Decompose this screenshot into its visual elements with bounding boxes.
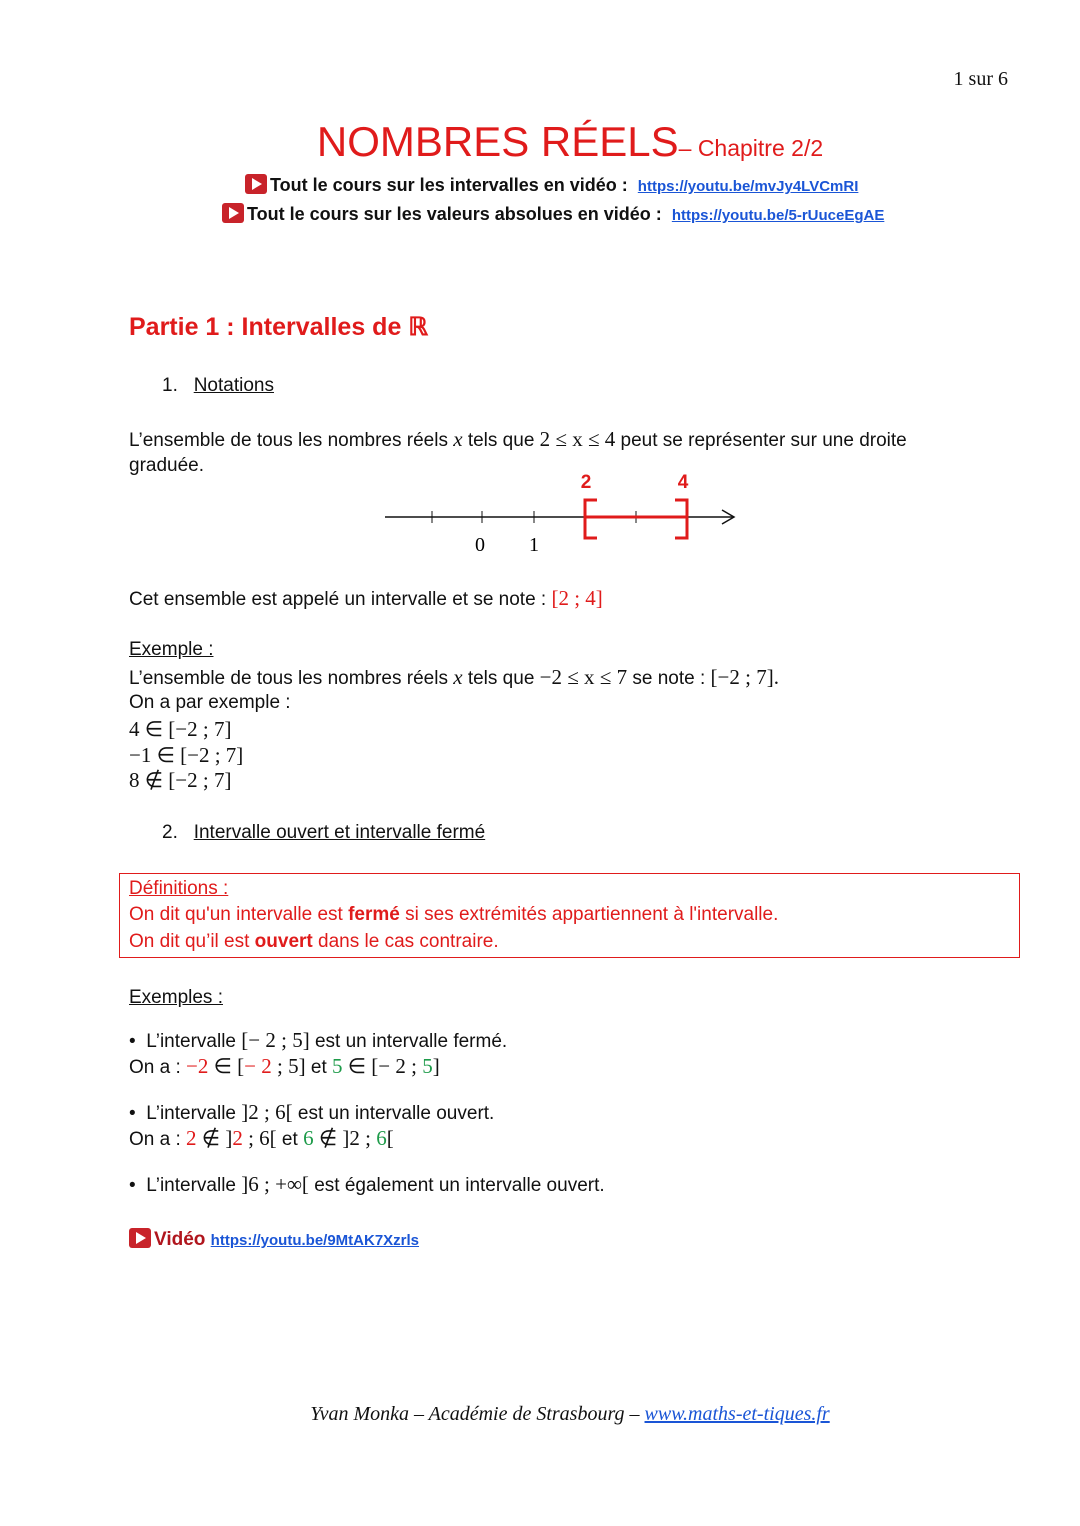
intro-line: graduée. [129,455,205,476]
text: tels que [462,668,540,689]
video-link-line [129,1228,419,1251]
math: ∈ [ [208,1054,245,1078]
bullet-item [129,1100,494,1125]
example-item: 4 ∈ [−2 ; 7] [129,717,232,741]
text: L’ensemble de tous les nombres réels [129,668,454,689]
video-link-label: Tout le cours sur les valeurs absolues en vidéo : [247,204,662,224]
bullet-icon: • [129,1031,147,1052]
example-item: −1 ∈ [−2 ; 7] [129,743,244,767]
youtube-play-icon [222,203,244,223]
math: ]6 ; +∞[ [241,1172,309,1196]
math: 2 [232,1126,243,1150]
bullet-item [129,1172,605,1197]
video-link-line [222,203,884,225]
term: fermé [348,904,400,925]
text: Cet ensemble est appelé un intervalle et se note : [129,589,552,610]
intro-line [129,427,907,452]
bullet-item [129,1028,507,1053]
math: [−2 ; 7]. [710,665,779,689]
youtube-play-icon [245,174,267,194]
video-link-line [245,174,858,196]
text: L’intervalle [146,1103,242,1124]
text: se note : [627,668,711,689]
section-number: 1. [162,375,178,396]
video-link[interactable]: https://youtu.be/5-rUuceEgAE [671,207,885,224]
math: ∉ ]2 ; [313,1126,377,1150]
section-heading [162,375,274,397]
math: 6 [303,1126,314,1150]
section-heading [162,822,485,844]
math: 2 ≤ x ≤ 4 [539,427,616,451]
right-bracket [675,500,687,538]
tick-label: 1 [529,534,539,556]
example-line: On a par exemple : [129,692,291,713]
text: L’ensemble de tous les nombres réels [129,430,454,451]
math: [− 2 ; 5] [241,1028,310,1052]
bullet-icon: • [129,1103,147,1124]
section-title: Notations [193,375,274,396]
math: ; 5] [271,1054,306,1078]
youtube-play-icon [129,1228,151,1248]
part-heading: Partie 1 : Intervalles de ℝ [129,313,429,341]
text: L’intervalle [146,1175,242,1196]
text: dans le cas contraire. [312,931,499,952]
section-number: 2. [162,822,178,843]
notation-line [129,586,603,611]
text: On a : [129,1057,187,1078]
interval: [2 ; 4] [551,586,603,610]
definitions-heading: Définitions : [129,878,229,899]
math: x [453,427,463,451]
example-line [129,1126,394,1151]
video-label: Vidéo [154,1229,206,1250]
math: ] [432,1054,440,1078]
example-line [129,1054,440,1079]
bracket-label: 4 [677,472,689,493]
section-title: Intervalle ouvert et intervalle fermé [193,822,486,843]
text: est également un intervalle ouvert. [308,1175,605,1196]
video-link[interactable]: https://youtu.be/9MtAK7Xzrls [210,1232,420,1249]
text: est un intervalle fermé. [309,1031,508,1052]
text: et [276,1129,304,1150]
text: peut se représenter sur une droite [615,430,907,451]
text: L’intervalle [146,1031,242,1052]
math: ∈ [− 2 ; [342,1054,423,1078]
footer-text: Yvan Monka – Académie de Strasbourg – [310,1403,645,1425]
title-sub: – Chapitre 2/2 [678,135,824,161]
math: x [453,665,463,689]
math: −2 [186,1054,209,1078]
text: si ses extrémités appartiennent à l'intervalle. [399,904,779,925]
definition-line [129,904,778,926]
footer-link[interactable]: www.maths-et-tiques.fr [644,1403,830,1425]
example-heading: Exemple : [129,639,214,660]
tick-label: 0 [475,534,485,556]
text: tels que [462,430,540,451]
example-item: 8 ∉ [−2 ; 7] [129,768,232,792]
bracket-label: 2 [580,472,592,493]
bullet-icon: • [129,1175,147,1196]
examples-heading: Exemples : [129,987,223,1008]
math: [ [386,1126,394,1150]
math: ; 6[ [242,1126,277,1150]
left-bracket [585,500,597,538]
math: ]2 ; 6[ [241,1100,293,1124]
text: On a : [129,1129,187,1150]
math: 2 [186,1126,197,1150]
text: et [305,1057,332,1078]
term: ouvert [254,931,313,952]
number-line [0,465,1080,565]
math: 5 [332,1054,343,1078]
math: 5 [422,1054,433,1078]
video-link-label: Tout le cours sur les intervalles en vidéo : [270,175,628,195]
video-link[interactable]: https://youtu.be/mvJy4LVCmRI [637,178,859,195]
footer [0,1403,1080,1426]
math: −2 ≤ x ≤ 7 [539,665,628,689]
text: On dit qu’il est [129,931,255,952]
math: 6 [376,1126,387,1150]
page-title [0,118,1080,166]
example-line [129,665,779,690]
title-main: NOMBRES RÉELS [316,118,679,165]
page-number: 1 sur 6 [953,68,1008,90]
text: On dit qu'un intervalle est [129,904,349,925]
text: est un intervalle ouvert. [292,1103,495,1124]
definition-line [129,931,499,953]
math: ∉ ] [196,1126,233,1150]
math: − 2 [244,1054,272,1078]
